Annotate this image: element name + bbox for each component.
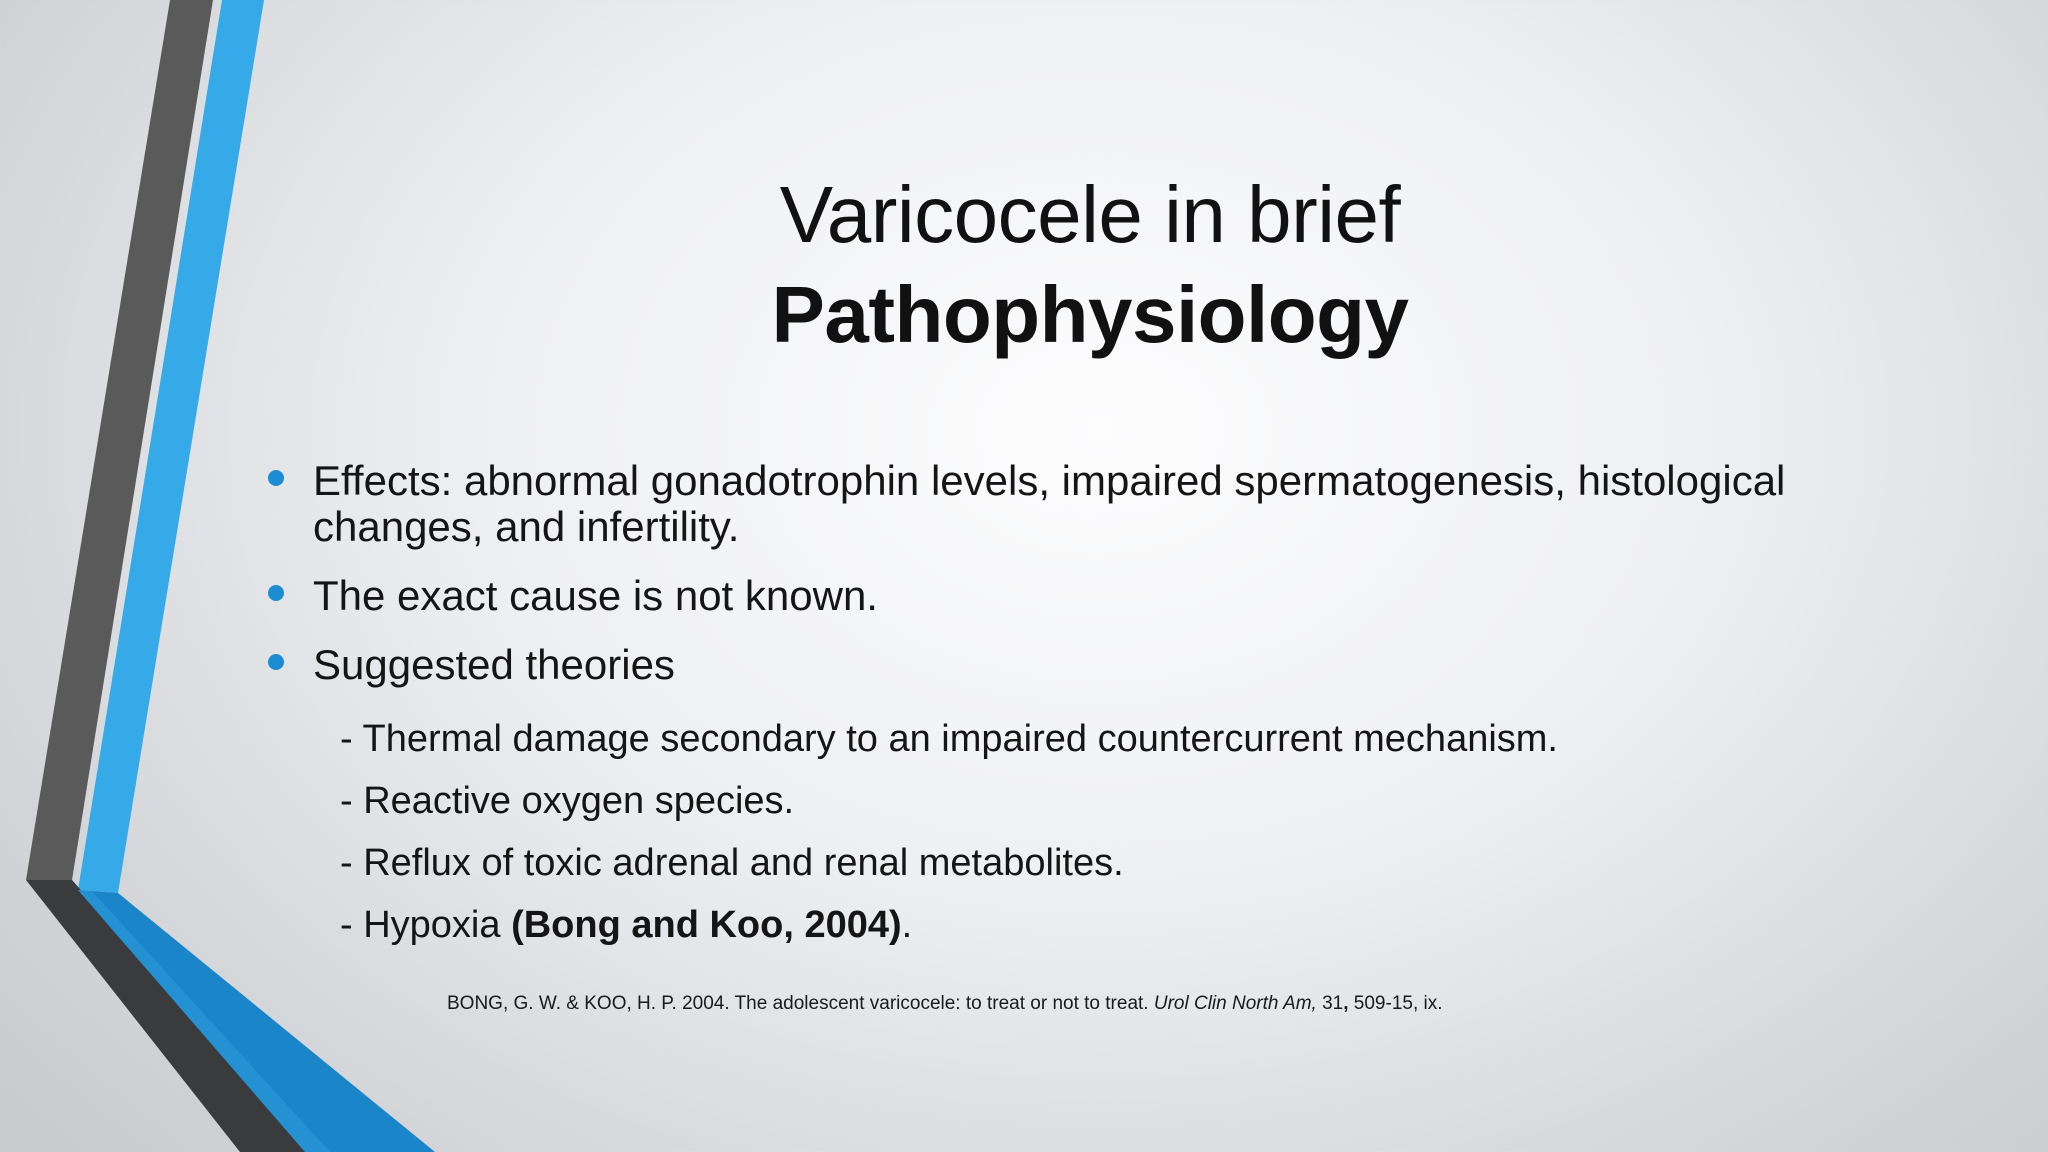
lower-blue-highlight — [78, 890, 330, 1152]
bullet-text: Effects: abnormal gonadotrophin levels, impaired spermatogenesis, histological changes, and infertility. — [313, 457, 1786, 550]
reference-journal: Urol Clin North Am, — [1153, 993, 1317, 1014]
bullet-dot — [268, 654, 284, 670]
reference-volume: 31 — [1322, 993, 1344, 1014]
bullet-item — [268, 642, 1888, 688]
reference-footnote — [447, 993, 1443, 1015]
reference-authors: BONG, G. W. & KOO, H. P. 2004. The adolescent varicocele: to treat or not to treat. — [447, 993, 1154, 1014]
bullet-dot — [268, 470, 284, 486]
title-line: Varicocele in brief — [779, 170, 1401, 259]
bullet-dot — [268, 585, 284, 601]
theory-text: - Reflux of toxic adrenal and renal metabolites. — [340, 842, 1124, 884]
inline-citation: (Bong and Koo, 2004) — [511, 904, 902, 946]
bullet-item — [268, 458, 1888, 550]
bullet-item — [268, 573, 1888, 619]
bullet-text: The exact cause is not known. — [313, 572, 878, 619]
subtitle-line: Pathophysiology — [771, 270, 1409, 359]
reference-pages: 509-15, ix. — [1348, 993, 1443, 1014]
reference-comma: , — [1343, 993, 1349, 1014]
theory-item — [340, 838, 1558, 888]
theory-text: - Hypoxia — [340, 904, 512, 946]
theory-text: - Thermal damage secondary to an impaired countercurrent mechanism. — [340, 718, 1558, 760]
theory-item — [340, 714, 1558, 764]
bullet-text: Suggested theories — [313, 641, 675, 688]
theory-text: - Reactive oxygen species. — [340, 780, 795, 822]
slide-title — [0, 165, 2048, 365]
lower-dark-stripe — [26, 880, 312, 1152]
theory-item — [340, 900, 1558, 950]
theory-tail: . — [901, 904, 913, 946]
theory-item — [340, 776, 1558, 826]
theory-list — [340, 714, 1558, 962]
bullet-list — [268, 458, 1888, 711]
